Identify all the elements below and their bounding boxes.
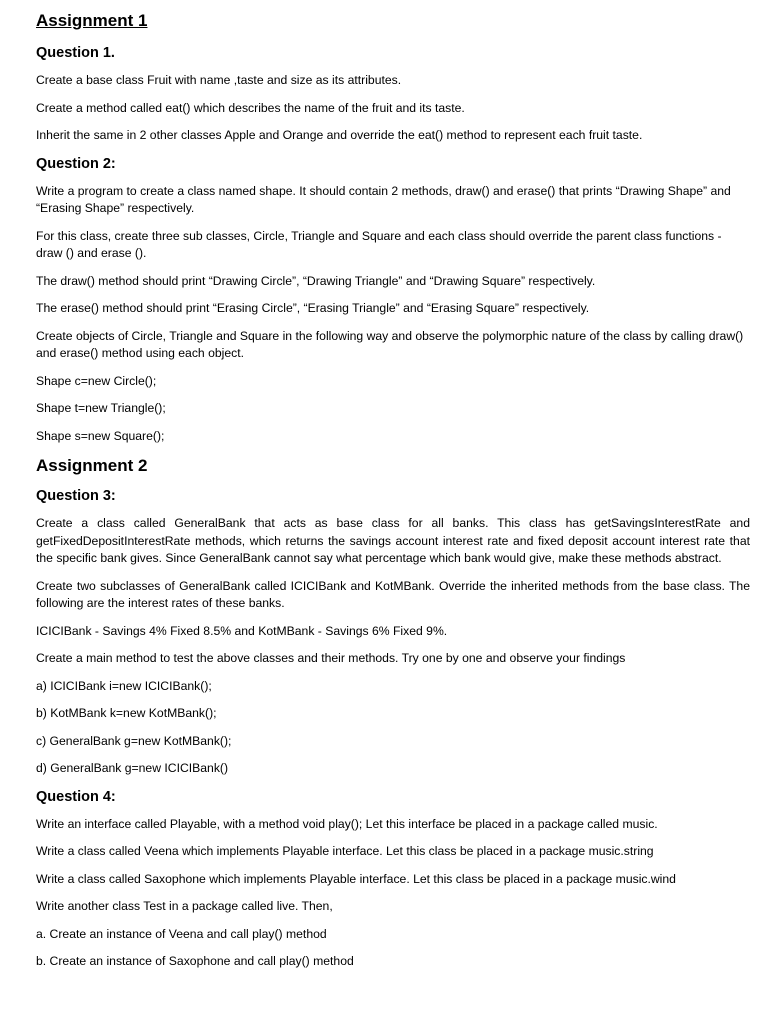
- q3-code-line: a) ICICIBank i=new ICICIBank();: [36, 678, 212, 693]
- q3-code-line: c) GeneralBank g=new KotMBank();: [36, 733, 232, 748]
- q4-paragraph: Write a class called Saxophone which implements Playable interface. Let this class be placed in a package music.wind: [36, 871, 676, 886]
- q4-paragraph: Write a class called Veena which implements Playable interface. Let this class be placed in a package music.string: [36, 844, 654, 858]
- q2-code-line: Shape s=new Square();: [36, 428, 165, 443]
- q3-paragraph: ICICIBank - Savings 4% Fixed 8.5% and KotMBank - Savings 6% Fixed 9%.: [36, 623, 448, 638]
- question-4-heading: Question 4:: [36, 788, 116, 805]
- q3-code-line: b) KotMBank k=new KotMBank();: [36, 706, 217, 720]
- q4-paragraph: Write another class Test in a package called live. Then,: [36, 899, 333, 913]
- question-3-heading: Question 3:: [36, 488, 116, 504]
- q2-paragraph: For this class, create three sub classes, Circle, Triangle and Square and each class should override the parent class functions - draw () and erase ().: [36, 228, 722, 260]
- q2-paragraph: Create objects of Circle, Triangle and Square in the following way and observe the polymorphic nature of the class by calling draw() and erase() method using each object.: [36, 328, 744, 360]
- q2-paragraph: The draw() method should print “Drawing Circle”, “Drawing Triangle” and “Drawing Square” respectively.: [36, 273, 596, 288]
- q4-paragraph: b. Create an instance of Saxophone and call play() method: [36, 954, 354, 968]
- q4-paragraph: a. Create an instance of Veena and call play() method: [36, 926, 327, 941]
- q2-paragraph: Write a program to create a class named shape. It should contain 2 methods, draw() and erase() that prints “Drawing Shape” and “Erasing Shape” respectively.: [36, 183, 731, 215]
- q2-paragraph: The erase() method should print “Erasing Circle”, “Erasing Triangle” and “Erasing Square” respectively.: [36, 301, 590, 315]
- assignment-1-title: Assignment 1: [36, 11, 148, 30]
- q2-code-line: Shape t=new Triangle();: [36, 401, 166, 415]
- question-1-heading: Question 1.: [36, 45, 115, 61]
- q3-paragraph: Create a class called GeneralBank that acts as base class for all banks. This class has getSavingsInterestRate and getFixedDepositInterestRate methods, which returns the savings account interest rate and fixed deposit account interest rate that the specific bank gives. Since GeneralBank cannot say what percentage which bank would give, make these methods abstract.: [36, 516, 750, 565]
- q4-paragraph: Write an interface called Playable, with a method void play(); Let this interface be placed in a package called music.: [36, 816, 658, 831]
- q1-paragraph: Create a base class Fruit with name ,taste and size as its attributes.: [36, 73, 402, 87]
- assignment-2-title: Assignment 2: [36, 456, 148, 475]
- question-2-heading: Question 2:: [36, 155, 116, 172]
- q1-paragraph: Create a method called eat() which describes the name of the fruit and its taste.: [36, 100, 465, 115]
- q3-paragraph: Create a main method to test the above classes and their methods. Try one by one and observe your findings: [36, 651, 626, 665]
- q1-paragraph: Inherit the same in 2 other classes Apple and Orange and override the eat() method to represent each fruit taste.: [36, 128, 643, 142]
- q3-code-line: d) GeneralBank g=new ICICIBank(): [36, 761, 229, 775]
- q3-paragraph: Create two subclasses of GeneralBank called ICICIBank and KotMBank. Override the inherited methods from the base class. The following are the interest rates of these banks.: [36, 578, 750, 610]
- q2-code-line: Shape c=new Circle();: [36, 373, 157, 388]
